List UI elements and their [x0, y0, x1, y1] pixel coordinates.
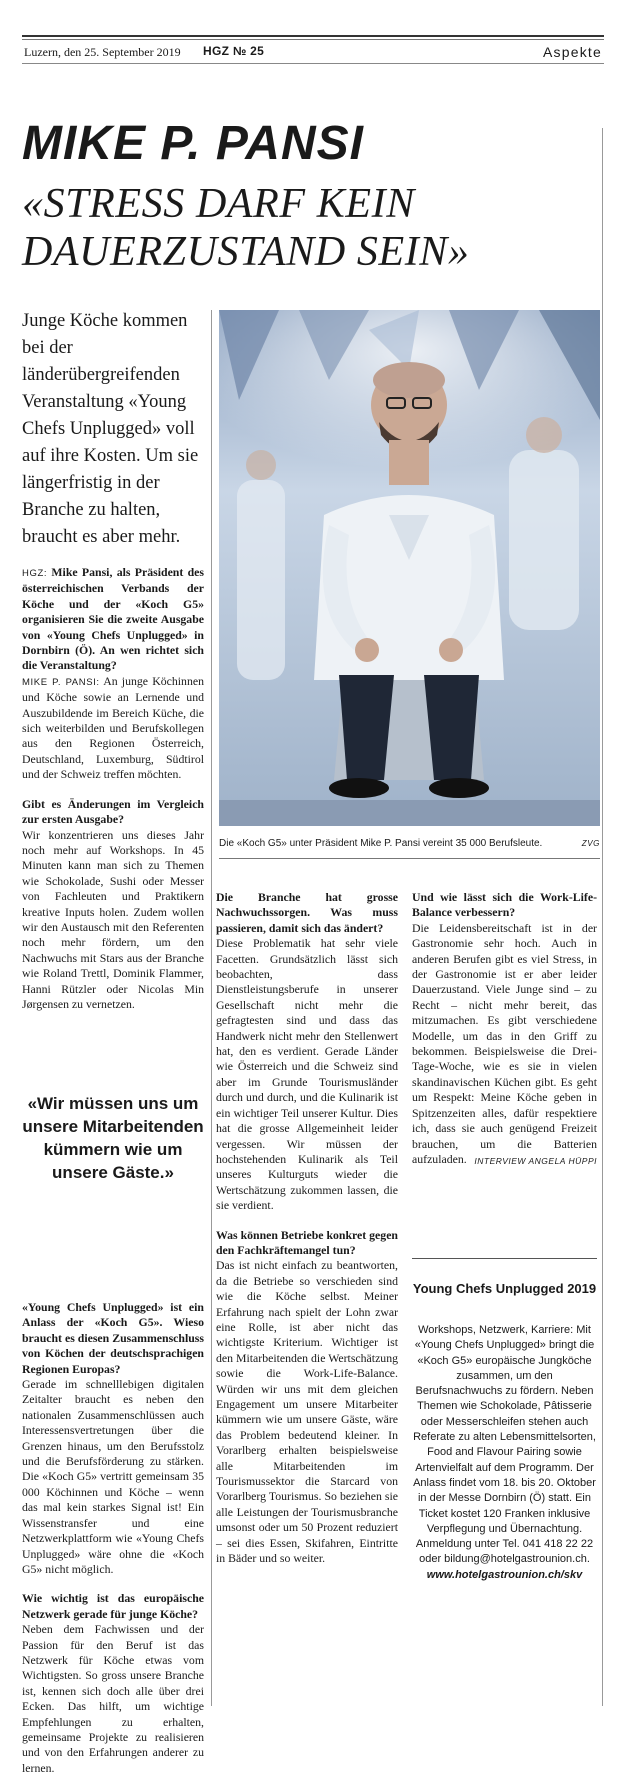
article-column-1: [22, 565, 204, 1026]
pull-quote: «Wir müssen uns um unsere Mitarbeitenden kümmern wie um unsere Gäste.»: [22, 1094, 204, 1182]
headline-quote-line2: DAUERZUSTAND SEIN»: [22, 229, 470, 275]
masthead-rule-thin: [22, 39, 604, 40]
issue-number: HGZ № 25: [203, 44, 265, 58]
infobox-text: Workshops, Netzwerk, Karriere: Mit «Young Chefs Unplugged» bringt die «Koch G5» europäische Jungköche zusammen, um den Berufsnachwuchs zu fördern. Neben Themen wie Schokolade, Pâtisserie oder Messerschleifen stehen auch Referate zu alten Lebensmittelsorten, Food and Flavour Pairing sowie Artenvielfalt auf dem Programm. Der Anlass findet vom 18. bis 20. Oktober in der Messe Dornbirn (Ö) statt. Ein Ticket kostet 120 Franken inklusive Verpflegung und Übernachtung. Anmeldung unter Tel. 041 418 22 22 oder bildung@hotelgastrounion.ch.: [413, 1324, 596, 1566]
infobox-link[interactable]: www.hotelgastrounion.ch/skv: [426, 1568, 583, 1581]
answer-4-start: Neben dem Fachwissen und der Passion für den Beruf ist das Netzwerk für Köche etwas vom Wichtigsten. So gross unsere Branche ist, kennen sich doch alle über drei Ecken. Das hilft, um wichtige Empfehlungen zu erhalten, gemeinsame Projekte zu realisieren und von den Erfahrungen anderer zu lernen.: [22, 1622, 204, 1775]
article-column-2: [216, 890, 398, 1580]
portrait-photo: [219, 310, 600, 826]
answer-1: An junge Köchinnen und Köche sowie an Lernende und Auszubildende im Bereich Küche, die sich weiterbilden und Berufskollegen aus den Regionen Österreich, Deutschland, Luxemburg, Südtirol und der Schweiz treffen möchten.: [22, 673, 204, 782]
infobox-title: Young Chefs Unplugged 2019: [412, 1281, 597, 1296]
question-4: Wie wichtig ist das europäische Netzwerk gerade für junge Köche?: [22, 1591, 204, 1621]
question-6: Was können Betriebe konkret gegen den Fachkräftemangel tun?: [216, 1227, 398, 1257]
article-column-3: [412, 890, 597, 1181]
column-divider: [211, 310, 212, 1706]
question-2: Gibt es Änderungen im Vergleich zur ersten Ausgabe?: [22, 796, 204, 827]
infobox: [412, 1280, 597, 1583]
answer-6: Das ist nicht einfach zu beantworten, da die Betriebe so verschieden sind wie die Köche selbst. Meiner Erfahrung nach spielt der Lohn zwar eine Rolle, ist aber nicht das wichtigste Kriterium. Wichtiger ist den Mitarbeitenden die Wertschätzung sowie die Work-Life-Balance. Würden wir uns mit dem gleichen Engagement um unsere Mitarbeiter kümmern wie um unsere Gäste, wäre das Problem bedeutend kleiner. In Vorarlberg erhalten beispielsweise alle Mitarbeitenden im Tourismussektor die Starcard von Vorarlberg Tourismus. So beziehen sie alle Leistungen der Tourismusbranche umsonst oder um 50 Prozent reduziert – sei dies Essen, Skifahren, Eintritte in Bäder und so weiter.: [216, 1258, 398, 1566]
masthead-rule: [22, 35, 604, 37]
headline-name: MIKE P. PANSI: [22, 117, 364, 170]
caption-text: Die «Koch G5» unter Präsident Mike P. Pansi vereint 35 000 Berufsleute.: [219, 838, 543, 849]
headline-quote: [22, 180, 582, 276]
answer-7: Die Leidensbereitschaft ist in der Gastronomie sehr hoch. Auch in anderen Berufen gibt es viel Stress, in der Gastronomie ist er aber leider Dauerzustand. Viele Junge sind – zu Recht – nicht mehr bereit, das mitzumachen. Es gibt verschiedene Modelle, um das in den Griff zu bekommen. Beispielsweise die Drei-Tage-Woche, wie es sie in vielen skandinavischen Küchen gibt. Es geht um Respekt: Meine Köche geben in Spitzenzeiten alles, dafür respektiere ich, dass sie auch genügend Freizeit brauchen, um die Batterien aufzuladen.: [412, 920, 597, 1166]
question-1: Mike Pansi, als Präsident des österreichischen Verbands der Köche und der «Koch G5» organisieren Sie die zweite Ausgabe von «Young Chefs Unplugged» in Dornbirn (Ö). An wen richtet sich die Veranstaltung?: [22, 565, 204, 673]
article-lead: Junge Köche kommen bei der länderübergreifenden Veranstaltung «Young Chefs Unplugged» voll auf ihre Kosten. Um sie längerfristig in der Branche zu halten, braucht es aber mehr.: [22, 311, 199, 547]
masthead-bottom-rule: [22, 63, 604, 64]
answer-3: Gerade im schnelllebigen digitalen Zeitalter braucht es neben den nationalen Zusammenschlüssen auch Interessensvertretungen über die Grenzen hinaus, um den Berufsstolz und die Berufsförderung zu stärken. Die «Koch G5» vertritt gemeinsam 35 000 Köchinnen und Köche – wenn das mal kein starkes Signal ist! Ein Wissenstransfer und eine Netzwerkplattform wie «Young Chefs Unplugged» wäre ohne die «Koch G5» nicht möglich.: [22, 1377, 204, 1576]
headline-quote-line1: «STRESS DARF KEIN: [22, 181, 415, 227]
question-3: «Young Chefs Unplugged» ist ein Anlass der «Koch G5». Wieso braucht es diesen Zusammenschluss von Köchen der deutschsprachigen Regionen Europas?: [22, 1300, 204, 1376]
answer-label: MIKE P. PANSI:: [22, 676, 100, 688]
issue-date: Luzern, den 25. September 2019: [24, 45, 181, 59]
right-column-rule: [602, 128, 603, 1706]
infobox-rule: [412, 1258, 597, 1259]
photo-credit: ZVG: [581, 839, 600, 848]
interview-byline: INTERVIEW ANGELA HÜPPI: [474, 1155, 597, 1166]
question-7: Und wie lässt sich die Work-Life-Balance verbessern?: [412, 890, 597, 920]
photo-caption: [219, 838, 600, 849]
question-label: HGZ:: [22, 568, 48, 579]
answer-2: Wir konzentrieren uns dieses Jahr noch mehr auf Workshops. In 45 Minuten kann man sich zu Themen wie Schokolade, Sushi oder Messer von Fachleuten und Praktikern kreative Inputs holen. Zudem wollen wir den Austausch mit den Referenten noch mehr fördern, um den Nachwuchs mit Stars aus der Branche wie Roland Trettl, Dominik Flammer, Hanni Rützler oder Nicolas Min Jørgensen zu vernetzen.: [22, 827, 204, 1011]
article-column-1-lower: [22, 1300, 204, 1790]
section-name: Aspekte: [543, 44, 602, 60]
caption-rule: [219, 858, 600, 859]
question-5: Die Branche hat grosse Nachwuchssorgen. Was muss passieren, damit sich das ändert?: [216, 890, 398, 935]
answer-5: Diese Problematik hat sehr viele Facetten. Grundsätzlich lässt sich beobachten, dass Dienstleistungsberufe in unserer Gesellschaft nicht mehr die gefragtesten sind und dass das Handwerk nicht mehr den Stellenwert hat, den es verdient. Gerade Länder wie Österreich und die Schweiz sind aber im Grunde Tourismusländer durch und durch, und die Kulinarik ist ein wichtiger Teil unserer Kultur. Dies hat die grosse Allgemeinheit leider vergessen. Wir müssen der hochstehenden Kulinarik als Teil unseres Kulturguts wieder die Wertschätzung zukommen lassen, die sie verdient.: [216, 936, 398, 1213]
